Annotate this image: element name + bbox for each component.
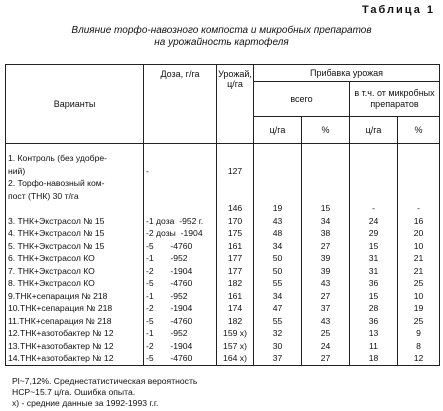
microbial-pct-cell: 8 xyxy=(398,340,440,353)
variant-cell: 2. Торфо-навозный ком- xyxy=(6,177,144,190)
increase-cell: 50 xyxy=(254,265,302,278)
yield-cell: 161 xyxy=(217,290,254,303)
yield-cell: 159 x) xyxy=(217,327,254,340)
variant-cell: 14.ТНК+азотобактер № 12 xyxy=(6,352,144,365)
yield-cell: 146 xyxy=(217,202,254,215)
header-dose: Доза, г/га xyxy=(144,65,217,144)
microbial-pct-cell: 10 xyxy=(398,240,440,253)
table-title: Влияние торфо-навозного компоста и микробных препаратов xyxy=(71,25,372,36)
dose-cell: - xyxy=(144,165,217,178)
dose-cell xyxy=(144,190,217,203)
microbial-cell: 31 xyxy=(350,252,398,265)
dose-cell: -2 -1904 xyxy=(144,340,217,353)
microbial-pct-cell: 19 xyxy=(398,302,440,315)
variant-cell: 7. ТНК+Экстрасол КО xyxy=(6,265,144,278)
table-notes xyxy=(12,376,197,409)
increase-cell: 34 xyxy=(254,240,302,253)
table-row xyxy=(6,327,440,340)
dose-cell: -5 -4760 xyxy=(144,352,217,365)
increase-cell: 55 xyxy=(254,277,302,290)
yield-cell: 177 xyxy=(217,265,254,278)
increase-pct-cell: 43 xyxy=(302,315,350,328)
table-row xyxy=(6,177,440,190)
yield-cell: 177 xyxy=(217,252,254,265)
yield-table xyxy=(5,64,440,366)
increase-pct-cell xyxy=(302,144,350,165)
variant-cell: 9.ТНК+сепарация № 218 xyxy=(6,290,144,303)
table-row xyxy=(6,340,440,353)
microbial-cell xyxy=(350,190,398,203)
variant-cell: 8. ТНК+Экстрасол КО xyxy=(6,277,144,290)
table-row xyxy=(6,215,440,228)
increase-cell xyxy=(254,177,302,190)
variant-cell: 11.ТНК+сепарация № 218 xyxy=(6,315,144,328)
microbial-cell: - xyxy=(350,202,398,215)
dose-cell: -1 -952 xyxy=(144,327,217,340)
yield-cell: 170 xyxy=(217,215,254,228)
increase-pct-cell: 39 xyxy=(302,265,350,278)
note-line: НСР~15.7 ц/га. Ошибка опыта. xyxy=(12,387,136,397)
increase-cell: 43 xyxy=(254,215,302,228)
increase-cell: 37 xyxy=(254,352,302,365)
note-line: х) - средние данные за 1992-1993 г.г. xyxy=(12,398,159,408)
table-row xyxy=(6,352,440,365)
microbial-cell: 31 xyxy=(350,265,398,278)
variant-cell: 4. ТНК+Экстрасол № 15 xyxy=(6,227,144,240)
increase-pct-cell: 15 xyxy=(302,202,350,215)
microbial-cell: 11 xyxy=(350,340,398,353)
header-total-pct: % xyxy=(302,117,350,144)
microbial-cell: 36 xyxy=(350,277,398,290)
table-title-line-2: на урожайность картофеля xyxy=(154,37,289,48)
microbial-cell: 13 xyxy=(350,327,398,340)
increase-pct-cell xyxy=(302,177,350,190)
note-line: Pl~7,12%. Среднестатистическая вероятность xyxy=(12,376,198,386)
microbial-cell: 18 xyxy=(350,352,398,365)
increase-cell: 50 xyxy=(254,252,302,265)
yield-cell xyxy=(217,177,254,190)
yield-cell: 182 xyxy=(217,315,254,328)
increase-pct-cell: 27 xyxy=(302,240,350,253)
increase-pct-cell: 37 xyxy=(302,302,350,315)
microbial-pct-cell xyxy=(398,144,440,165)
dose-cell: -5 -4760 xyxy=(144,315,217,328)
yield-cell: 127 xyxy=(217,165,254,178)
increase-pct-cell: 24 xyxy=(302,340,350,353)
table-row xyxy=(6,190,440,203)
variant-cell: 6. ТНК+Экстрасол КО xyxy=(6,252,144,265)
increase-cell xyxy=(254,144,302,165)
increase-pct-cell: 38 xyxy=(302,227,350,240)
dose-cell xyxy=(144,144,217,165)
header-yield: Урожай, ц/га xyxy=(217,65,254,144)
variant-cell: 10.ТНК+сепарация № 218 xyxy=(6,302,144,315)
dose-cell: -1 -952 xyxy=(144,290,217,303)
dose-cell xyxy=(144,202,217,215)
microbial-cell: 15 xyxy=(350,240,398,253)
increase-pct-cell: 39 xyxy=(302,252,350,265)
microbial-pct-cell: 20 xyxy=(398,227,440,240)
table-row xyxy=(6,240,440,253)
increase-cell xyxy=(254,190,302,203)
microbial-pct-cell xyxy=(398,165,440,178)
microbial-pct-cell: 21 xyxy=(398,265,440,278)
dose-cell: -1 -952 xyxy=(144,252,217,265)
microbial-cell xyxy=(350,165,398,178)
microbial-cell xyxy=(350,144,398,165)
variant-cell: 3. ТНК+Экстрасол № 15 xyxy=(6,215,144,228)
yield-cell xyxy=(217,190,254,203)
table-row xyxy=(6,302,440,315)
increase-cell: 19 xyxy=(254,202,302,215)
dose-cell: -2 -1904 xyxy=(144,265,217,278)
yield-cell: 182 xyxy=(217,277,254,290)
microbial-pct-cell: - xyxy=(398,202,440,215)
microbial-pct-cell: 16 xyxy=(398,215,440,228)
increase-pct-cell: 25 xyxy=(302,327,350,340)
variant-cell xyxy=(6,202,144,215)
yield-cell xyxy=(217,144,254,165)
increase-cell: 48 xyxy=(254,227,302,240)
increase-cell xyxy=(254,165,302,178)
table-row xyxy=(6,290,440,303)
table-row xyxy=(6,265,440,278)
header-increase: Прибавка урожая xyxy=(254,65,440,82)
microbial-pct-cell: 21 xyxy=(398,252,440,265)
microbial-pct-cell: 25 xyxy=(398,277,440,290)
dose-cell: -1 доза -952 г. xyxy=(144,215,217,228)
increase-pct-cell: 27 xyxy=(302,290,350,303)
increase-pct-cell: 27 xyxy=(302,352,350,365)
increase-cell: 47 xyxy=(254,302,302,315)
variant-cell: пост (ТНК) 30 т/га xyxy=(6,190,144,203)
increase-pct-cell xyxy=(302,190,350,203)
header-microbial-pct: % xyxy=(398,117,440,144)
variant-cell: ний) xyxy=(6,165,144,178)
table-label: Таблица 1 xyxy=(361,4,435,16)
table-row xyxy=(6,227,440,240)
increase-pct-cell: 43 xyxy=(302,277,350,290)
microbial-cell: 36 xyxy=(350,315,398,328)
microbial-pct-cell: 10 xyxy=(398,290,440,303)
table-row xyxy=(6,277,440,290)
dose-cell xyxy=(144,177,217,190)
table-row xyxy=(6,144,440,165)
variant-cell: 12.ТНК+азотобактер № 12 xyxy=(6,327,144,340)
yield-cell: 174 xyxy=(217,302,254,315)
dose-cell: -5 -4760 xyxy=(144,277,217,290)
yield-cell: 164 x) xyxy=(217,352,254,365)
increase-cell: 55 xyxy=(254,315,302,328)
increase-pct-cell: 34 xyxy=(302,215,350,228)
microbial-pct-cell: 12 xyxy=(398,352,440,365)
microbial-pct-cell xyxy=(398,177,440,190)
dose-cell: -5 -4760 xyxy=(144,240,217,253)
microbial-cell xyxy=(350,177,398,190)
table-body xyxy=(6,144,440,366)
header-total-cga: ц/га xyxy=(254,117,302,144)
dose-cell: -2 дозы -1904 xyxy=(144,227,217,240)
variant-cell: 13.ТНК+азотобактер № 12 xyxy=(6,340,144,353)
yield-cell: 157 x) xyxy=(217,340,254,353)
table-row xyxy=(6,165,440,178)
microbial-cell: 29 xyxy=(350,227,398,240)
increase-cell: 32 xyxy=(254,327,302,340)
table-row xyxy=(6,315,440,328)
increase-cell: 34 xyxy=(254,290,302,303)
increase-pct-cell xyxy=(302,165,350,178)
header-total: всего xyxy=(254,82,350,117)
variant-cell: 1. Контроль (без удобре- xyxy=(6,144,144,165)
table-row xyxy=(6,252,440,265)
header-variants: Варианты xyxy=(6,65,144,144)
table-row xyxy=(6,202,440,215)
yield-cell: 161 xyxy=(217,240,254,253)
increase-cell: 30 xyxy=(254,340,302,353)
variant-cell: 5. ТНК+Экстрасол № 15 xyxy=(6,240,144,253)
microbial-pct-cell xyxy=(398,190,440,203)
header-microbial-cga: ц/га xyxy=(350,117,398,144)
microbial-pct-cell: 9 xyxy=(398,327,440,340)
dose-cell: -2 -1904 xyxy=(144,302,217,315)
microbial-cell: 28 xyxy=(350,302,398,315)
microbial-cell: 24 xyxy=(350,215,398,228)
header-microbial: в т.ч. от микробных препаратов xyxy=(350,82,440,117)
microbial-pct-cell: 25 xyxy=(398,315,440,328)
microbial-cell: 15 xyxy=(350,290,398,303)
yield-cell: 175 xyxy=(217,227,254,240)
